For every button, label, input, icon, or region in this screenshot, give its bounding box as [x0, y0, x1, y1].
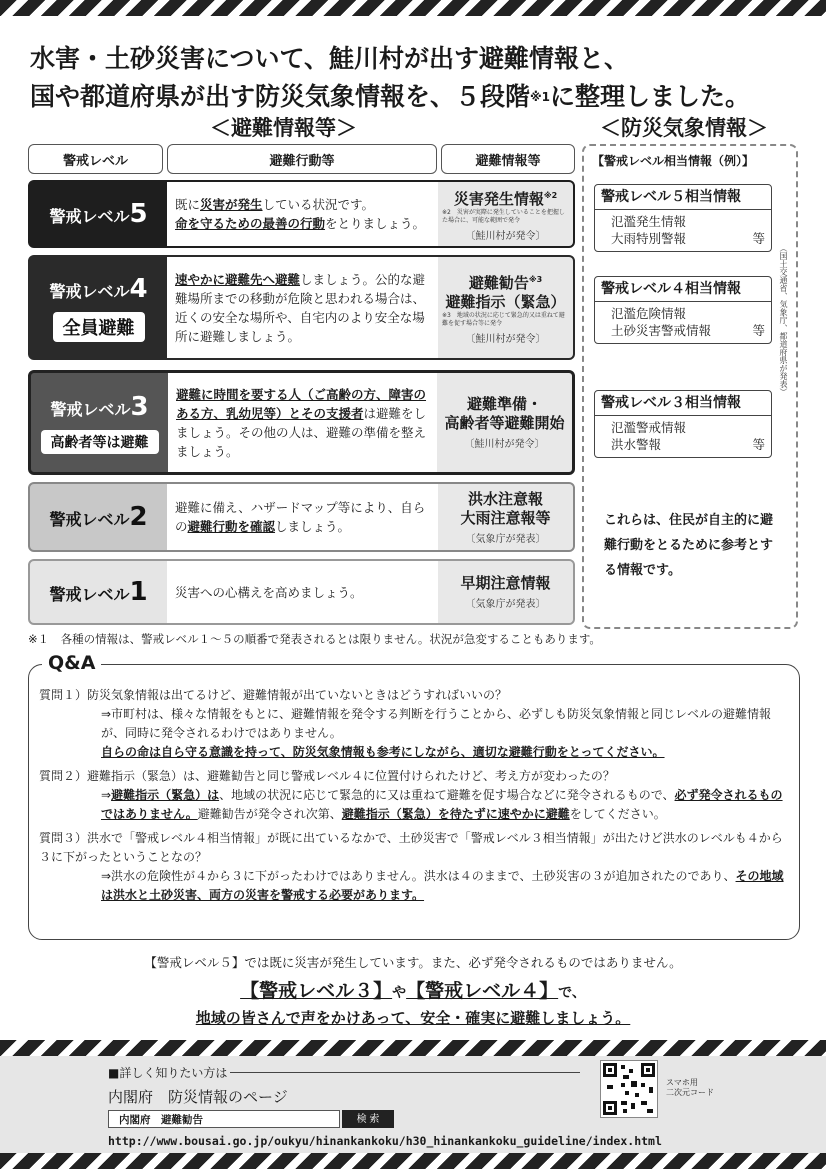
closing-line2 [0, 976, 826, 1003]
header-info: 避難情報等 [441, 144, 575, 174]
level-5-name [30, 182, 167, 246]
level-4-name [30, 257, 167, 358]
qa-a1b: 自らの命は自ら守る意識を持って、防災気象情報も参考にしながら、適切な避難行動をとってください。 [101, 745, 665, 759]
qa-a2f: 避難指示（緊急）を待たずに速やかに避難 [341, 807, 570, 821]
weather-info-panel [582, 144, 798, 629]
weather-vertical-note: （国土交通省、気象庁、都道府県が発表） [779, 244, 788, 396]
level-3-name [31, 373, 168, 472]
page-title: 内閣府 防災情報のページ [108, 1088, 288, 1106]
headline-line2b: に整理しました。 [550, 82, 751, 111]
level-2-title: 警戒レベル [49, 510, 130, 529]
search-input[interactable]: 内閣府 避難勧告 [108, 1110, 340, 1128]
level-4-row [28, 255, 575, 360]
l5-a2b: をとりましょう。 [325, 216, 426, 231]
level-5-title: 警戒レベル [49, 207, 130, 226]
l4-au: 速やかに避難先へ避難 [175, 271, 301, 287]
weather-box-5 [594, 184, 772, 252]
l5-info-big: 災害発生情報 [453, 190, 544, 208]
l5-a1: 既に [175, 197, 201, 212]
qa-a3 [39, 867, 793, 905]
level-1-num: 1 [129, 577, 148, 607]
level-2-row [28, 482, 575, 552]
closing-l4: 【警戒レベル４】 [406, 980, 559, 1002]
headline-line2a: 国や都道府県が出す防災気象情報を、５段階 [30, 82, 531, 111]
qa-a2b: 避難指示（緊急）は [111, 788, 220, 802]
level-3-info [437, 373, 572, 472]
l3-au: 避難に時間を要する人（ご高齢の方、障害のある方、乳幼児等）とその支援者 [176, 386, 427, 421]
level-2-info [438, 484, 573, 550]
l3-arest: は避難をしましょう。その他の人は、避難の準備を整えましょう。 [176, 405, 427, 459]
level-3-title: 警戒レベル [50, 399, 131, 419]
level-1-name [30, 561, 167, 623]
level-1-action [167, 561, 438, 623]
l5-info-note: ※2 災害が実際に発生していることを把握した場合に、可能な範囲で発令 [442, 209, 565, 224]
level-1-title: 警戒レベル [49, 585, 130, 604]
level-3-badge: 高齢者等は避難 [41, 430, 159, 454]
l1-action: 災害への心構えを高めましょう。 [175, 584, 363, 600]
qa-a2g: をしてください。 [569, 807, 666, 821]
level-4-badge: 全員避難 [53, 312, 145, 342]
wb4-title: 警戒レベル４相当情報 [595, 281, 771, 302]
headline [30, 40, 800, 116]
l3-info-src: 〔鮭川村が発令〕 [464, 439, 545, 450]
wb5-title: 警戒レベル５相当情報 [595, 189, 771, 210]
url-link[interactable]: http://www.bousai.go.jp/oukyu/hinankankoku/h30_hinankankoku_guideline/index.html [108, 1134, 662, 1148]
level-4-info [438, 257, 573, 358]
l5-a1u: 災害が発生 [200, 197, 263, 212]
level-2-action [167, 484, 438, 550]
l2-info-src: 〔気象庁が発表〕 [465, 533, 546, 545]
wb5-row2: 大雨特別警報 [611, 231, 687, 246]
l4-info-sup: ※3 [528, 275, 543, 284]
level-2-name [30, 484, 167, 550]
more-info-label: ■詳しく知りたい方は [108, 1066, 228, 1080]
level-2-num: 2 [129, 502, 148, 532]
qa-a2 [39, 786, 793, 824]
level-1-info [438, 561, 573, 623]
qa-a2a: ⇒ [101, 788, 112, 802]
qa-a2d: 必ず発令されるものではありません。 [101, 788, 783, 821]
header-action: 避難行動等 [167, 144, 437, 174]
l2-ab: しましょう。 [275, 519, 351, 534]
qa-content [39, 681, 793, 905]
bottom-stripe [0, 1153, 826, 1169]
level-4-title: 警戒レベル [49, 281, 130, 301]
weather-header: 【警戒レベル相当情報（例）】 [592, 154, 755, 168]
qa-q1: 質問１）防災気象情報は出てるけど、避難情報が出ていないときはどうすればいいの？ [39, 688, 508, 702]
qa-a1: ⇒市町村は、様々な情報をもとに、避難情報を発令する判断を行うことから、必ずしも防災気象情報と同じレベルの避難情報が、同時に発令されるわけではありません。 [101, 707, 772, 740]
qr-code-icon [600, 1060, 658, 1118]
wb3-title: 警戒レベル３相当情報 [595, 395, 771, 416]
divider [230, 1072, 580, 1073]
l5-info-sup: ※2 [543, 191, 558, 200]
l4-info-big1: 避難勧告 [468, 274, 529, 292]
level-5-row [28, 180, 575, 248]
qa-box [28, 664, 800, 940]
level-3-num: 3 [130, 391, 149, 422]
l2-info-big1: 洪水注意報 [467, 489, 543, 508]
section-title-evacuation: ＜避難情報等＞ [210, 116, 357, 140]
wb3-etc: 等 [752, 437, 765, 452]
qa-q2: 質問２）避難指示（緊急）は、避難勧告と同じ警戒レベル４に位置付けられたけど、考え方が変わったの？ [39, 769, 615, 783]
mid-stripe [0, 1040, 826, 1056]
qa-title: Q&A [42, 652, 101, 674]
qa-a2c: 、地域の状況に応じて緊急的に又は重ねて避難を促す場合などに発令されるもので、 [219, 788, 675, 802]
qa-a3b: その地域は洪水と土砂災害、両方の災害を警戒する必要があります。 [101, 869, 784, 902]
wb4-row1: 氾濫危険情報 [611, 306, 687, 321]
weather-box-4 [594, 276, 772, 344]
level-5-num: 5 [129, 199, 148, 229]
headline-line2 [30, 78, 800, 116]
wb4-etc: 等 [752, 323, 765, 338]
l2-au: 避難行動を確認 [187, 519, 276, 534]
wb3-row1: 氾濫警戒情報 [611, 420, 687, 435]
closing-l3: 【警戒レベル３】 [240, 980, 393, 1002]
level-4-action [167, 257, 438, 358]
l1-info-big: 早期注意情報 [460, 574, 551, 592]
level-1-row [28, 559, 575, 625]
qa-a2e: 避難勧告が発令され次第、 [197, 807, 342, 821]
section-title-weather: ＜防災気象情報＞ [600, 116, 768, 140]
l4-info-big2: 避難指示（緊急） [445, 293, 566, 311]
headline-line1: 水害・土砂災害について、鮭川村が出す避難情報と、 [30, 44, 630, 73]
level-5-action [167, 182, 438, 246]
level-3-action [168, 373, 437, 472]
level-4-num: 4 [129, 273, 148, 304]
l4-info-note: ※3 地域の状況に応じて緊急的又は重ねて避難を促す場合等に発令 [442, 312, 565, 327]
top-stripe [0, 0, 826, 16]
l2-info-big2: 大雨注意報等 [460, 508, 551, 527]
qr-label-1: スマホ用 [666, 1078, 698, 1087]
l4-arest: しましょう。公的な避難場所までの移動が危険と思われる場合は、近くの安全な場所や、自宅内のより安全な場所に避難しましょう。 [175, 271, 426, 344]
wb3-row2: 洪水警報 [611, 437, 662, 452]
level-5-info [438, 182, 573, 246]
closing-line1: 【警戒レベル５】では既に災害が発生しています。また、必ず発令されるものではありません。 [144, 955, 682, 970]
l3-info-big1: 避難準備・ [466, 395, 542, 413]
wb5-etc: 等 [752, 231, 765, 246]
footnote-1: ※１ 各種の情報は、警戒レベル１～５の順番で発表されるとは限りません。状況が急変することもあります。 [28, 632, 601, 646]
closing-ya: や [392, 985, 407, 1001]
l5-a1b: している状況です。 [262, 197, 375, 212]
l1-info-src: 〔気象庁が発表〕 [465, 599, 546, 610]
level-3-row [28, 370, 575, 475]
l3-info-big2: 高齢者等避難開始 [444, 414, 565, 432]
qr-label-2: 二次元コード [666, 1088, 714, 1097]
l2-aa: 避難に備え、ハザードマップ等により、自らの [175, 500, 426, 534]
qr-label [666, 1078, 714, 1098]
header-level: 警戒レベル [28, 144, 163, 174]
l5-a2u: 命を守るための最善の行動 [175, 216, 326, 231]
search-button[interactable]: 検 索 [342, 1110, 394, 1128]
wb4-row2: 土砂災害警戒情報 [611, 323, 712, 338]
weather-note: これらは、住民が自主的に避難行動をとるために参考とする情報です。 [604, 513, 774, 578]
bottom-info-area [0, 1056, 826, 1153]
qa-q3: 質問３）洪水で「警戒レベル４相当情報」が既に出ているなかで、土砂災害で「警戒レベル３相当情報」が出たけど洪水のレベルも４から３に下がったということなの？ [39, 831, 783, 864]
wb5-row1: 氾濫発生情報 [611, 214, 687, 229]
qa-a3a: ⇒洪水の危険性が４から３に下がったわけではありません。洪水は４のままで、土砂災害の３が追加されたのであり、 [101, 869, 736, 883]
l4-info-src: 〔鮭川村が発令〕 [465, 334, 546, 345]
closing-line3 [0, 1007, 826, 1028]
closing-de: で、 [558, 985, 586, 1001]
closing-line3-text: 地域の皆さんで声をかけあって、安全・確実に避難しましょう。 [195, 1009, 631, 1027]
l5-info-src: 〔鮭川村が発令〕 [465, 231, 546, 242]
weather-box-3 [594, 390, 772, 458]
headline-sup: ※1 [530, 90, 551, 104]
